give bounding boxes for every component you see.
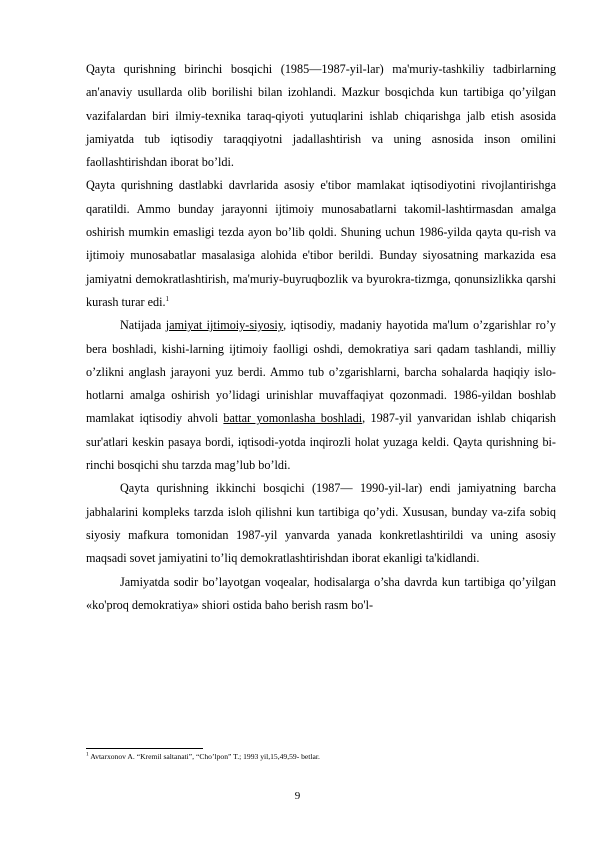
footnote bbox=[86, 752, 556, 762]
link-jamiyat-ijtimoiy-siyosiy[interactable]: jamiyat ijtimoiy-siyosiy bbox=[165, 318, 284, 333]
footnote-divider bbox=[86, 748, 203, 749]
paragraph-5 bbox=[86, 571, 556, 618]
paragraph-4-text: Qayta qurishning ikkinchi bosqichi (1987— 1990-yil-lar) endi jamiyatning barcha jabhalarini kompleks tarzda isloh qilishni kun tartibiga qo’ydi. Xususan, bunday va-zifa sobiq siyosiy mafkura tomonidan 1987-yil yanvarda yanada konkretlashtirildi va uning asosiy maqsadi sovet jamiyatini to’liq demokratlashtirishdan iborat ekanligi ta'kidlandi. bbox=[86, 481, 556, 566]
paragraph-3-text-middle: , iqtisodiy, madaniy hayotida ma'lum o’zgarishlar ro’y bera boshladi, kishi-larning ijtimoiy faolligi oshdi, demokratiya sari qadam tashlandi, milliy o’zlikni anglash jarayoni yuz berdi. Ammo tub o’zgarishlarni, barcha sohalarda haqiqiy islo-hotlarni amalga oshirish yo’lidagi urinishlar muvaffaqiyat qozonmadi. 1986-yildan boshlab mamlakat iqtisodiy ahvoli bbox=[86, 318, 556, 426]
paragraph-3 bbox=[86, 314, 556, 477]
body-text bbox=[86, 58, 556, 617]
paragraph-5-text: Jamiyatda sodir bo’layotgan voqealar, hodisalarga o’sha davrda kun tartibiga qo’yilgan «ko'proq demokratiya» shiori ostida baho berish rasm bo'l- bbox=[86, 574, 556, 612]
paragraph-4 bbox=[86, 477, 556, 570]
footnote-reference[interactable]: 1 bbox=[165, 294, 170, 303]
footnote-text: Avtarxonov A. “Kremil saltanati”, “Cho’lpon” T.; 1993 yil,15,49,59- betlar. bbox=[88, 752, 320, 761]
paragraph-3-text-start: Natijada bbox=[120, 318, 166, 333]
paragraph-2-text: Qayta qurishning dastlabki davrlarida asosiy e'tibor mamlakat iqtisodiyotini rivojlantirishga qaratildi. Ammo bunday jarayonni ijtimoiy munosabatlarni takomil-lashtirmasdan amalga oshirish mumkin emasligi tezda ayon bo’lib qoldi. Shuning uchun 1986-yilda qayta qu-rish va ijtimoiy munosabatlar masalasiga alohida e'tibor berildi. Bunday siyosatning markazida esa jamiyatni demokratlashtirish, ma'muriy-buyruqbozlik va byurokra-tizmga, qonunsizlikka qarshi kurash turar edi. bbox=[86, 178, 556, 309]
link-battar-yomonlasha-boshladi[interactable]: battar yomonlasha boshladi bbox=[223, 411, 363, 426]
paragraph-1-text: Qayta qurishning birinchi bosqichi (1985—1987-yil-lar) ma'muriy-tashkiliy tadbirlarning an'anaviy usullarda olib borilishi bilan izohlandi. Mazkur bosqichda kun tartibiga qo’yilgan vazifalardan biri ilmiy-texnika taraq-qiyoti yutuqlarini ishlab chiqarishga jalb etish asosida jamiyatda tub iqtisodiy taraqqiyotni jadallashtirish va uning asnosida inson omilini faollashtirishdan iborat bo’ldi. bbox=[86, 62, 556, 170]
paragraph-3-text-end: , 1987-yil yanvaridan ishlab chiqarish sur'atlari keskin pasaya bordi, iqtisodi-yotda inqirozli holat yuzaga keldi. Qayta qurishning bi-rinchi bosqichi shu tarzda mag’lub bo’ldi. bbox=[86, 411, 556, 473]
paragraph-1 bbox=[86, 58, 556, 174]
paragraph-2 bbox=[86, 174, 556, 314]
footnote-marker: 1 bbox=[86, 751, 89, 758]
page-number: 9 bbox=[294, 790, 301, 802]
